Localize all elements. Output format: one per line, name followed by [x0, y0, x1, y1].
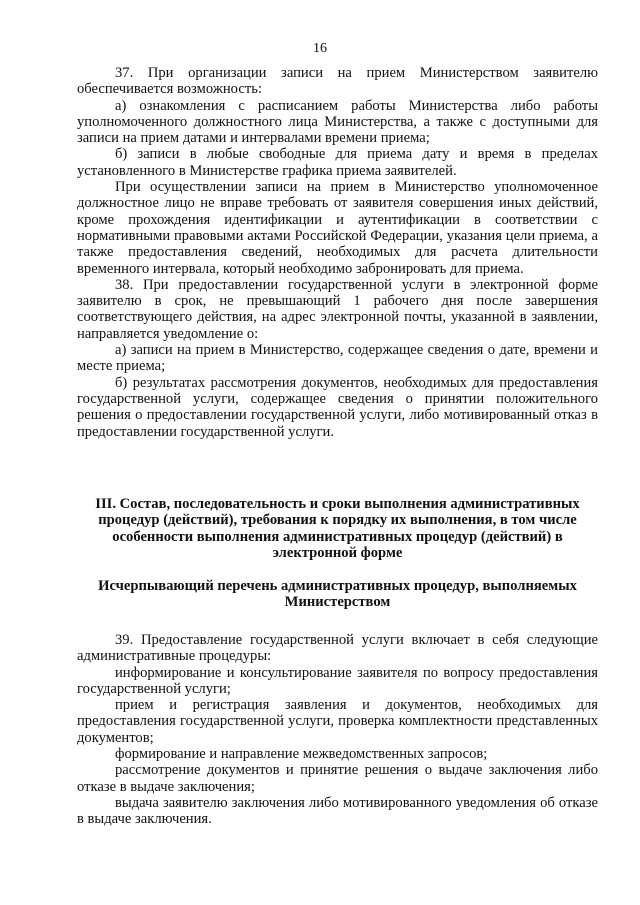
paragraph-39: 39. Предоставление государственной услуги включает в себя следующие административные процедуры: — [77, 632, 598, 665]
paragraph-37-note: При осуществлении записи на прием в Министерство уполномоченное должностное лицо не вправе требовать от заявителя совершения иных действий, кроме прохождения идентификации и аутентификации в соответствии с нормативными правовыми актами Российской Федерации, указания цели приема, а также предоставления сведений, необходимых для расчета длительности временного интервала, который необходимо забронировать для приема. — [77, 179, 598, 277]
paragraph-37-b: б) записи в любые свободные для приема дату и время в пределах установленного в Министерстве графика приема заявителей. — [77, 146, 598, 179]
section-heading-block — [77, 496, 598, 561]
paragraph-37: 37. При организации записи на прием Министерством заявителю обеспечивается возможность: — [77, 65, 598, 98]
paragraph-37-a: а) ознакомления с расписанием работы Министерства либо работы уполномоченного должностного лица Министерства, а также с доступными для записи на прием датами и интервалами времени приема; — [77, 97, 598, 147]
page-number: 16 — [313, 41, 327, 56]
paragraph-38: 38. При предоставлении государственной услуги в электронной форме заявителю в срок, не превышающий 1 рабочего дня после завершения соответствующего действия, на адрес электронной почты, указанной в заявлении, направляется уведомление о: — [77, 276, 598, 342]
subsection-heading-block — [77, 578, 598, 611]
paragraph-38-a: а) записи на прием в Министерство, содержащее сведения о дате, времени и месте приема; — [77, 342, 598, 375]
items-37-38 — [77, 65, 598, 440]
procedure-review: рассмотрение документов и принятие решения о выдаче заключения либо отказе в выдаче заключения; — [77, 762, 598, 795]
paragraph-38-b: б) результатах рассмотрения документов, необходимых для предоставления государственной услуги, содержащее сведения о принятии положительного решения о предоставлении государственной услуги, либо мотивированный отказ в предоставлении государственной услуги. — [77, 374, 598, 440]
procedure-issuance: выдача заявителю заключения либо мотивированного уведомления об отказе в выдаче заключения. — [77, 794, 598, 828]
procedure-informing: информирование и консультирование заявителя по вопросу предоставления государственной услуги; — [77, 664, 598, 697]
section-heading: III. Состав, последовательность и сроки выполнения административных процедур (действий), требования к порядку их выполнения, в том числе особенности выполнения административных процедур (действий) в электронной форме — [95, 496, 580, 561]
procedure-reception: прием и регистрация заявления и документов, необходимых для предоставления государственной услуги, проверка комплектности представленных документов; — [77, 697, 598, 746]
procedure-requests: формирование и направление межведомственных запросов; — [115, 746, 488, 763]
item-39 — [77, 632, 598, 828]
subsection-heading: Исчерпывающий перечень административных процедур, выполняемых Министерством — [98, 578, 577, 611]
